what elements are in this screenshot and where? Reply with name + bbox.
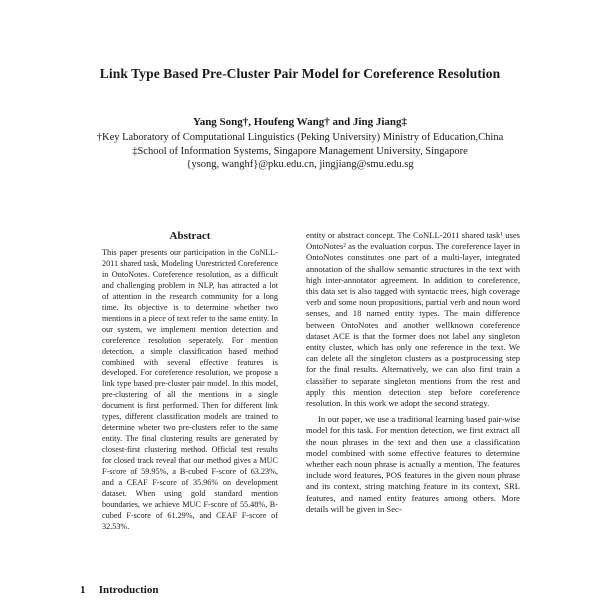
abstract-text: This paper presents our participation in the CoNLL-2011 shared task, Modeling Unrestricted Coreference in OntoNotes. Coreference resolution, as a difficult and challenging problem in NLP, has attracted a lot of attention in the research community for a long time. Its objective is to determine whether two mentions in a piece of text refer to the same entity. In our system, we implement mention detection and coreference resolution seperately. For mention detection, a simple classification based method combined with several effective features is developed. For coreference resolution, we propose a link type based pre-cluster pair model. In this model, pre-clustering of all the mentions in a single document is first performed. Then for different link types, different classification models are trained to determine wheter two pre-clusters refer to the same entity. The final clustering results are generated by closest-first clustering method. Official test results for closed track reveal that our method gives a MUC F-score of 59.95%, a B-cubed F-score of 63.23%, and a CEAF F-score of 35.96% on development dataset. When using gold standard mention boundaries, we achieve MUC F-score of 55.48%, B-cubed F-score of 61.29%, and CEAF F-score of 32.53%. [102,248,278,531]
section-number: 1 [80,584,86,596]
body-paragraph-1: entity or abstract concept. The CoNLL-2011 shared task¹ uses OntoNotes² as the evaluation corpus. The coreference layer in OntoNotes constitutes one part of a multi-layer, integrated annotation of the shallow semantic structures in the text with high inter-annotator agreement. In addition to coreference, this data set is also tagged with syntactic trees, high coverage verb and some noun propositions, partial verb and noun word senses, and 18 named entity types. The main difference between OntoNotes and another wellknown coreference dataset ACE is that the former does not label any singleton entity cluster, which has only one reference in the text. We can delete all the singleton clusters as a postprocessing step for the final results. Alternatively, we can also first train a classifier to separate singleton mentions from the rest and apply this mention detection step before coreference resolution. In this work we adopt the second strategy. [306,230,520,409]
author-list: Yang Song†, Houfeng Wang† and Jing Jiang‡ [192,116,408,128]
section-heading-introduction [80,584,158,596]
abstract-heading: Abstract [169,230,211,242]
author-emails: {ysong, wanghf}@pku.edu.cn, jingjiang@smu.edu.sg [186,159,414,170]
body-column-right [306,230,520,515]
body-paragraph-2: In our paper, we use a traditional learning based pair-wise model for this task. For mention detection, we first extract all the noun phrases in the text and then use a classification model combined with some effective features to determine whether each noun phrase is actually a mention. The features include word features, POS features in the given noun phrase and its context, string matching feature in its context, SRL features, and named entity features among others. More details will be given in Sec- [306,414,520,514]
affiliation-1: †Key Laboratory of Computational Linguistics (Peking University) Ministry of Education,China [96,132,504,143]
abstract-column [102,230,278,533]
section-title: Introduction [98,584,159,596]
affiliation-2: ‡School of Information Systems, Singapore Management University, Singapore [132,146,468,157]
paper-title: Link Type Based Pre-Cluster Pair Model for Coreference Resolution [99,66,501,81]
